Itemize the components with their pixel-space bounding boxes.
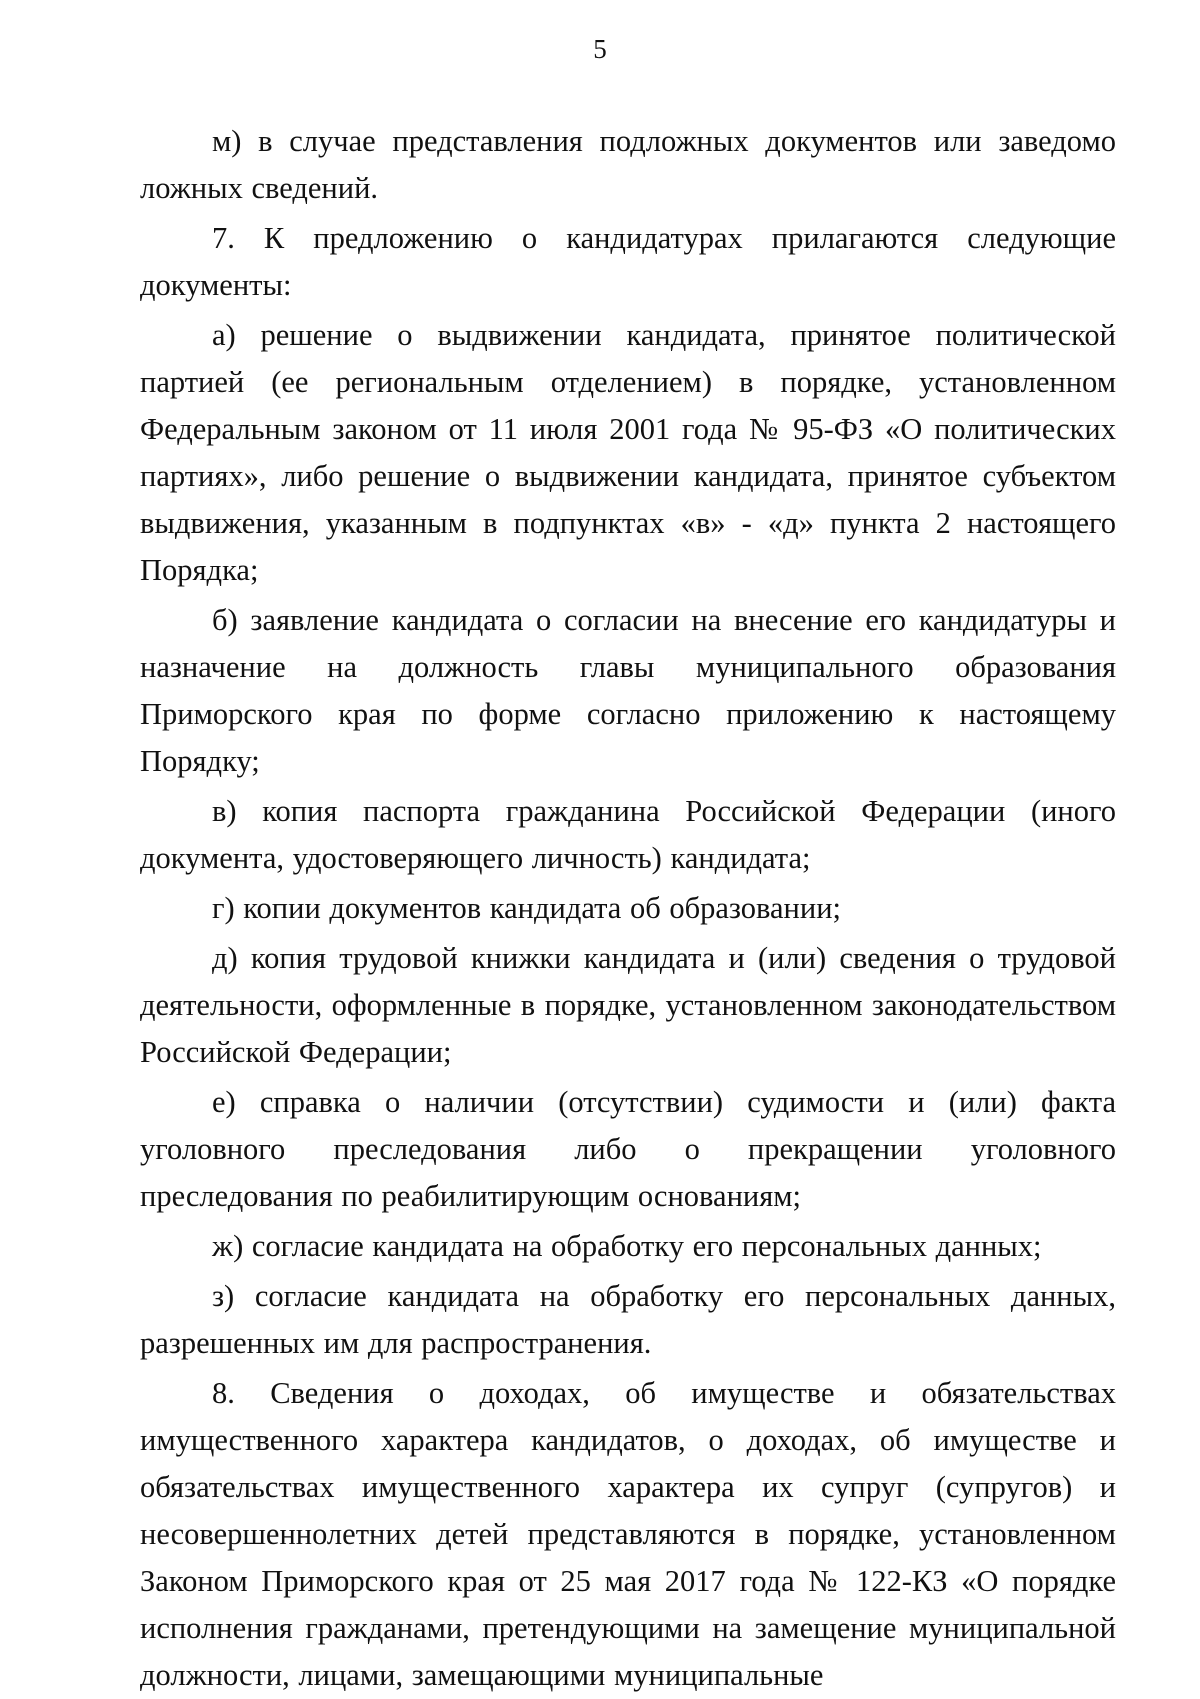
- paragraph-g: г) копии документов кандидата об образовании;: [212, 891, 841, 925]
- paragraph-z: з) согласие кандидата на обработку его персональных данных, разрешенных им для распространения.: [140, 1279, 1116, 1360]
- document-body: [140, 118, 1116, 1699]
- paragraph-zh: ж) согласие кандидата на обработку его персональных данных;: [212, 1229, 1042, 1263]
- paragraph-m: м) в случае представления подложных документов или заведомо ложных сведений.: [140, 124, 1116, 205]
- paragraph-d: д) копия трудовой книжки кандидата и (или) сведения о трудовой деятельности, оформленные в порядке, установленном законодательством Российской Федерации;: [140, 941, 1116, 1069]
- paragraph-b: б) заявление кандидата о согласии на внесение его кандидатуры и назначение на должность главы муниципального образования Приморского края по форме согласно приложению к настоящему Порядку;: [140, 603, 1116, 778]
- paragraph-a: а) решение о выдвижении кандидата, принятое политической партией (ее региональным отделением) в порядке, установленном Федеральным законом от 11 июля 2001 года № 95-ФЗ «О политических партиях», либо решение о выдвижении кандидата, принятое субъектом выдвижения, указанным в подпунктах «в» - «д» пункта 2 настоящего Порядка;: [140, 318, 1116, 587]
- page-number: 5: [593, 34, 607, 64]
- paragraph-e: е) справка о наличии (отсутствии) судимости и (или) факта уголовного преследования либо о прекращении уголовного преследования по реабилитирующим основаниям;: [140, 1085, 1116, 1213]
- paragraph-v: в) копия паспорта гражданина Российской Федерации (иного документа, удостоверяющего личность) кандидата;: [140, 794, 1116, 875]
- paragraph-7: 7. К предложению о кандидатурах прилагаются следующие документы:: [140, 221, 1116, 302]
- paragraph-8: 8. Сведения о доходах, об имуществе и обязательствах имущественного характера кандидатов, о доходах, об имуществе и обязательствах имущественного характера их супруг (супругов) и несовершеннолетних детей представляются в порядке, установленном Законом Приморского края от 25 мая 2017 года № 122-КЗ «О порядке исполнения гражданами, претендующими на замещение муниципальной должности, лицами, замещающими муниципальные: [140, 1376, 1116, 1692]
